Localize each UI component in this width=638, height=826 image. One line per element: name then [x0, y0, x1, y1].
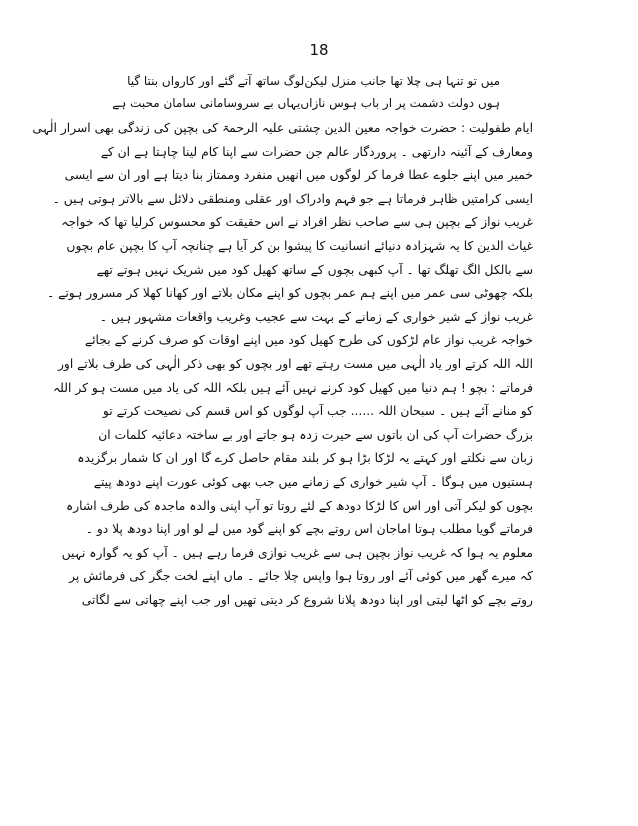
page-number: 18 [309, 41, 329, 59]
verse-hemistich-right: ہوں دولت دشمت پر ار باب ہوس نازاں [300, 96, 500, 110]
text-line: زبان سے نکلتے اور کہتے یہ لڑکا بڑا ہو کر بلند مقام حاصل کرے گا اور ان کا شمار برگزیدہ [77, 451, 533, 466]
text-line: کو منانے آئے ہیں ۔ سبحان اللہ ...... جب آپ لوگوں کو اس قسم کی نصیحت کرتے تو [102, 404, 533, 419]
text-line: ہستیوں میں ہوگا ۔ آپ شیر خواری کے زمانے میں جب بھی کوئی عورت اپنے دودھ پیتے [93, 474, 533, 489]
verse-hemistich-left: یہاں بے سروسامانی سامان محبت ہے [112, 96, 301, 110]
text-line: خواجہ غریب نواز عام لڑکوں کی طرح کھیل کود میں اپنے اوقات کو صرف کرنے کے بجائے [84, 333, 533, 348]
text-line: ایام طفولیت : حضرت خواجہ معین الدین چشتی علیہ الرحمۃ کی بچپن کی زندگی بھی اسرار الٰہی [32, 121, 533, 135]
verse-line [127, 70, 500, 92]
verse-hemistich-left: لوگ ساتھ آتے گئے اور کارواں بنتا گیا [127, 74, 305, 88]
verse-block [112, 70, 500, 114]
text-line: معلوم یہ ہوا کہ غریب نواز بچپن ہی سے غریب نوازی فرما رہے ہیں ۔ آپ کو یہ گوارہ نہیں [61, 545, 533, 560]
verse-hemistich-right: میں تو تنہا ہی چلا تھا جانب منزل لیکن [304, 74, 500, 88]
text-line: بلکہ چھوٹی سی عمر میں اپنے ہم عمر بچوں کو اپنے مکان بلاتے اور کھانا کھلا کر مسرور ہوتے ۔ [47, 286, 533, 301]
text-line: غیاث الدین کا یہ شہزادہ دنیائے انسانیت کا پیشوا بن کر آیا ہے چنانچہ آپ کا بچپن عام بچوں [66, 238, 533, 253]
text-line: خمیر میں اپنے جلوے عطا فرما کر لوگوں میں انھیں منفرد وممتاز بنا دیتا ہے اور ان سے ایسی [64, 168, 533, 183]
text-line: فرماتے : بچو ! ہم دنیا میں کھیل کود کرنے نہیں آئے ہیں بلکہ اللہ کی یاد میں مست ہو کر اللہ [52, 380, 533, 395]
text-line: فرماتے گویا مطلب ہوتا اماجان اس روتے بچے کو اپنے گود میں لے لو اور اپنا دودھ پلا دو ۔ [85, 522, 533, 537]
text-line: بچوں کو لیکر آتی اور اس کا لڑکا دودھ کے لئے روتا تو آپ اپنی والدہ ماجدہ کی طرف اشارہ [66, 498, 533, 513]
text-line: روتے بچے کو اٹھا لیتی اور اپنا دودھ پلانا شروع کر دیتی تھیں اور جب اپنے چھاتی سے لگاتی [81, 592, 533, 607]
text-line: ایسی کرامتیں ظاہر فرماتا ہے جو فہم وادراک اور عقلی ومنطقی دلائل سے بالاتر ہوتی ہیں ۔ [52, 191, 533, 206]
verse-line [112, 92, 500, 114]
text-line: اللہ اللہ کرتے اور یاد الٰہی میں مست رہتے تھے اور بچوں کو بھی ذکر الٰہی کی طرف بلاتے اور [57, 356, 533, 371]
text-line: بزرگ حضرات آپ کی ان باتوں سے حیرت زدہ ہو جاتے اور بے ساختہ دعائیہ کلمات ان [98, 427, 533, 442]
text-line: ومعارف کے آئینہ دارتھی ۔ پروردگار عالم جن حضرات سے اپنا کام لینا چاہتا ہے ان کے [100, 144, 533, 159]
text-line: کہ میرے گھر میں کوئی آئے اور روتا ہوا واپس چلا جائے ۔ ماں اپنے لخت جگر کی فرمائش پر [69, 569, 533, 584]
text-line: غریب نواز کے بچپن ہی سے صاحب نظر افراد نے اس حقیقت کو محسوس کرلیا تھا کہ خواجہ [61, 215, 533, 230]
text-line: غریب نواز کے شیر خواری کے زمانے کے بہت سے عجیب وغریب واقعات مشہور ہیں ۔ [99, 309, 533, 324]
body-paragraph [32, 117, 533, 612]
text-line: سے بالکل الگ تھلگ تھا ۔ آپ کبھی بچوں کے ساتھ کھیل کود میں شریک نہیں ہوتے تھے [96, 262, 533, 277]
